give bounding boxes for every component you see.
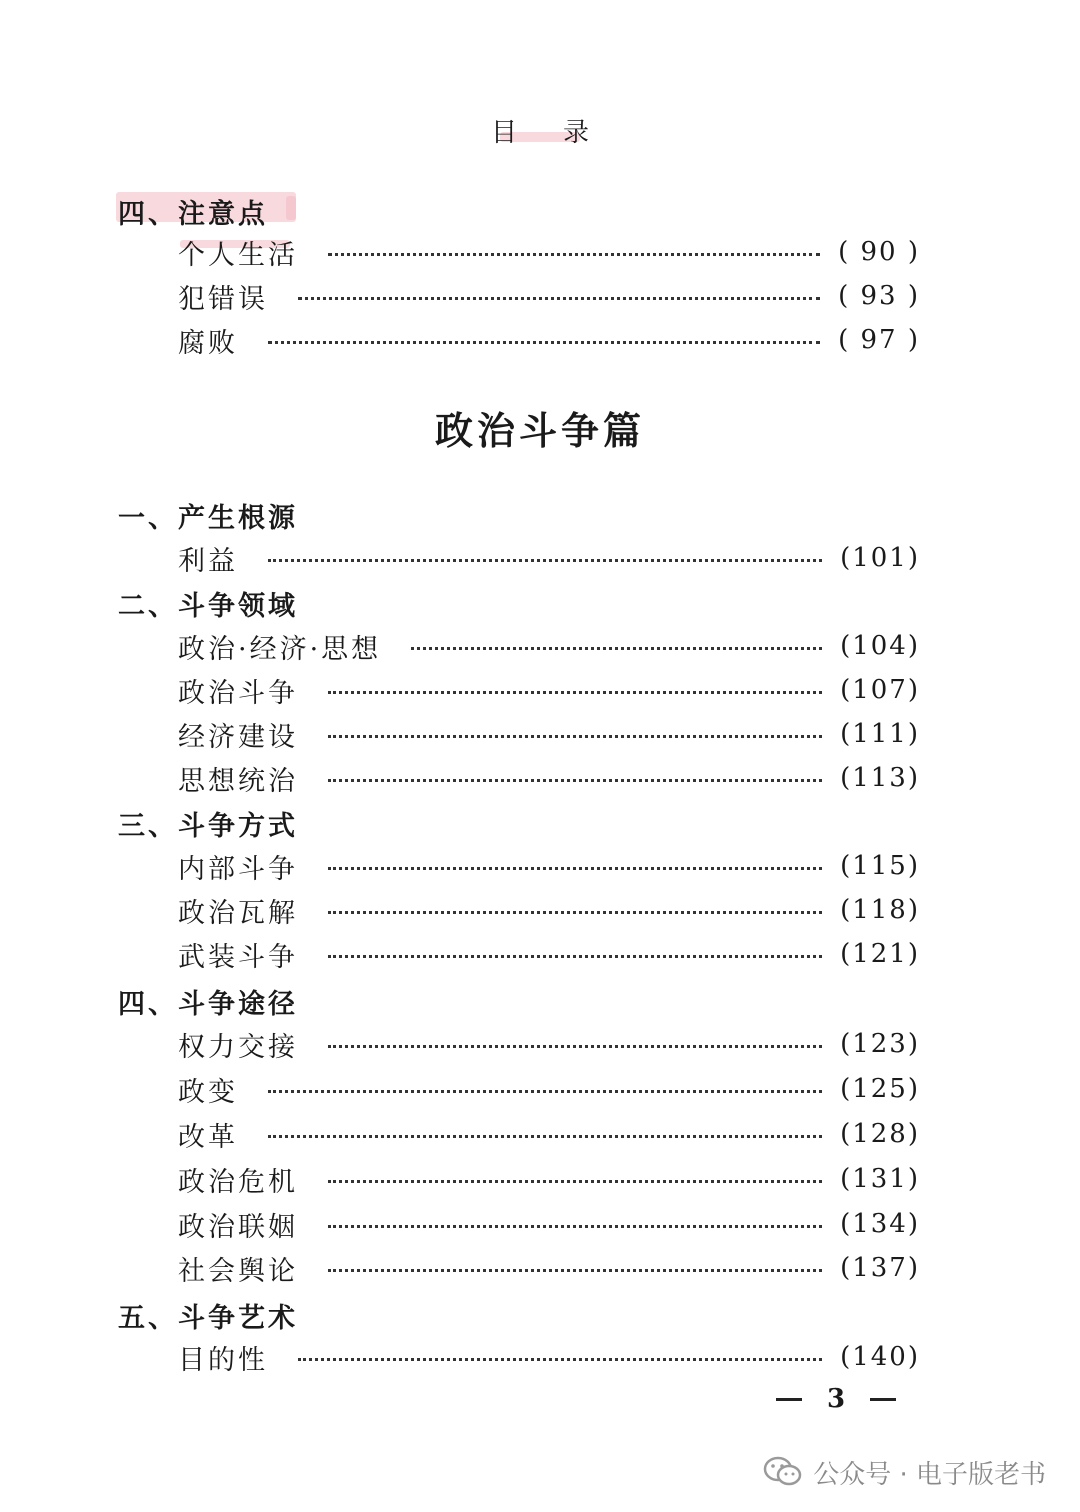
entry-page: (137) xyxy=(840,1253,920,1283)
entry-label: 政治危机 xyxy=(178,1166,298,1198)
watermark xyxy=(763,1452,1046,1492)
leader-dots xyxy=(328,1269,822,1272)
entry-label: 利益 xyxy=(178,545,238,577)
highlight-smudge xyxy=(286,196,296,220)
entry-label: 个人生活 xyxy=(178,239,298,271)
entry-page: (123) xyxy=(840,1029,920,1059)
entry-label: 思想统治 xyxy=(178,765,298,797)
leader-dots xyxy=(328,955,822,958)
leader-dots xyxy=(328,691,822,694)
leader-dots xyxy=(411,647,822,650)
entry-page: (107) xyxy=(840,675,920,705)
entry-page: (115) xyxy=(840,851,920,881)
toc-entry[interactable] xyxy=(178,934,920,974)
entry-label: 社会舆论 xyxy=(178,1255,298,1287)
entry-page: (111) xyxy=(840,719,920,749)
entry-page: (128) xyxy=(840,1119,920,1149)
folio-dash xyxy=(776,1398,802,1401)
toc-entry[interactable] xyxy=(178,232,920,272)
entry-page: ( 90 ) xyxy=(838,237,920,267)
leader-dots xyxy=(298,1358,822,1361)
leader-dots xyxy=(328,253,820,256)
toc-entry[interactable] xyxy=(178,1159,920,1199)
entry-label: 武装斗争 xyxy=(178,941,298,973)
toc-entry[interactable] xyxy=(178,1114,920,1154)
entry-page: (134) xyxy=(840,1209,920,1239)
leader-dots xyxy=(268,559,822,562)
leader-dots xyxy=(328,1045,822,1048)
entry-label: 权力交接 xyxy=(178,1031,298,1063)
entry-page: ( 93 ) xyxy=(838,281,920,311)
section-heading: 五、斗争艺术 xyxy=(118,1303,298,1334)
entry-page: (125) xyxy=(840,1074,920,1104)
page-folio xyxy=(776,1384,896,1414)
entry-label: 改革 xyxy=(178,1121,238,1153)
toc-entry[interactable] xyxy=(178,320,920,360)
leader-dots xyxy=(328,867,822,870)
toc-entry[interactable] xyxy=(178,846,920,886)
entry-page: ( 97 ) xyxy=(838,325,920,355)
entry-page: (104) xyxy=(840,631,920,661)
entry-page: (101) xyxy=(840,543,920,573)
entry-label: 政治联姻 xyxy=(178,1211,298,1243)
entry-page: (140) xyxy=(840,1342,920,1372)
leader-dots xyxy=(328,779,822,782)
entry-label: 腐败 xyxy=(178,327,238,359)
section-heading: 一、产生根源 xyxy=(118,503,298,534)
section-heading: 四、斗争途径 xyxy=(118,989,298,1020)
leader-dots xyxy=(268,341,820,344)
leader-dots xyxy=(328,911,822,914)
entry-label: 政治瓦解 xyxy=(178,897,298,929)
entry-label: 内部斗争 xyxy=(178,853,298,885)
toc-entry[interactable] xyxy=(178,890,920,930)
toc-entry[interactable] xyxy=(178,670,920,710)
entry-page: (131) xyxy=(840,1164,920,1194)
section-heading: 二、斗争领域 xyxy=(118,591,298,622)
entry-label: 犯错误 xyxy=(178,283,268,315)
leader-dots xyxy=(268,1135,822,1138)
toc-entry[interactable] xyxy=(178,758,920,798)
watermark-text: 公众号 · 电子版老书 xyxy=(813,1459,1046,1490)
toc-entry[interactable] xyxy=(178,1337,920,1377)
page-number: 3 xyxy=(826,1384,846,1414)
toc-entry[interactable] xyxy=(178,1024,920,1064)
part-title: 政治斗争篇 xyxy=(434,408,645,453)
section-heading: 四、注意点 xyxy=(118,199,268,230)
entry-label: 经济建设 xyxy=(178,721,298,753)
leader-dots xyxy=(328,1180,822,1183)
folio-dash xyxy=(870,1398,896,1401)
toc-entry[interactable] xyxy=(178,714,920,754)
entry-page: (121) xyxy=(840,939,920,969)
leader-dots xyxy=(328,735,822,738)
entry-label: 政变 xyxy=(178,1076,238,1108)
toc-header: 目录 xyxy=(490,118,635,148)
entry-page: (118) xyxy=(840,895,920,925)
toc-entry[interactable] xyxy=(178,276,920,316)
entry-label: 目的性 xyxy=(178,1344,268,1376)
entry-page: (113) xyxy=(840,763,920,793)
toc-entry[interactable] xyxy=(178,626,920,666)
wechat-official-account-icon xyxy=(763,1455,803,1489)
entry-label: 政治·经济·思想 xyxy=(178,633,382,665)
leader-dots xyxy=(298,297,820,300)
toc-entry[interactable] xyxy=(178,1248,920,1288)
leader-dots xyxy=(268,1090,822,1093)
leader-dots xyxy=(328,1225,822,1228)
toc-entry[interactable] xyxy=(178,538,920,578)
toc-entry[interactable] xyxy=(178,1204,920,1244)
section-heading: 三、斗争方式 xyxy=(118,811,298,842)
entry-label: 政治斗争 xyxy=(178,677,298,709)
toc-entry[interactable] xyxy=(178,1069,920,1109)
